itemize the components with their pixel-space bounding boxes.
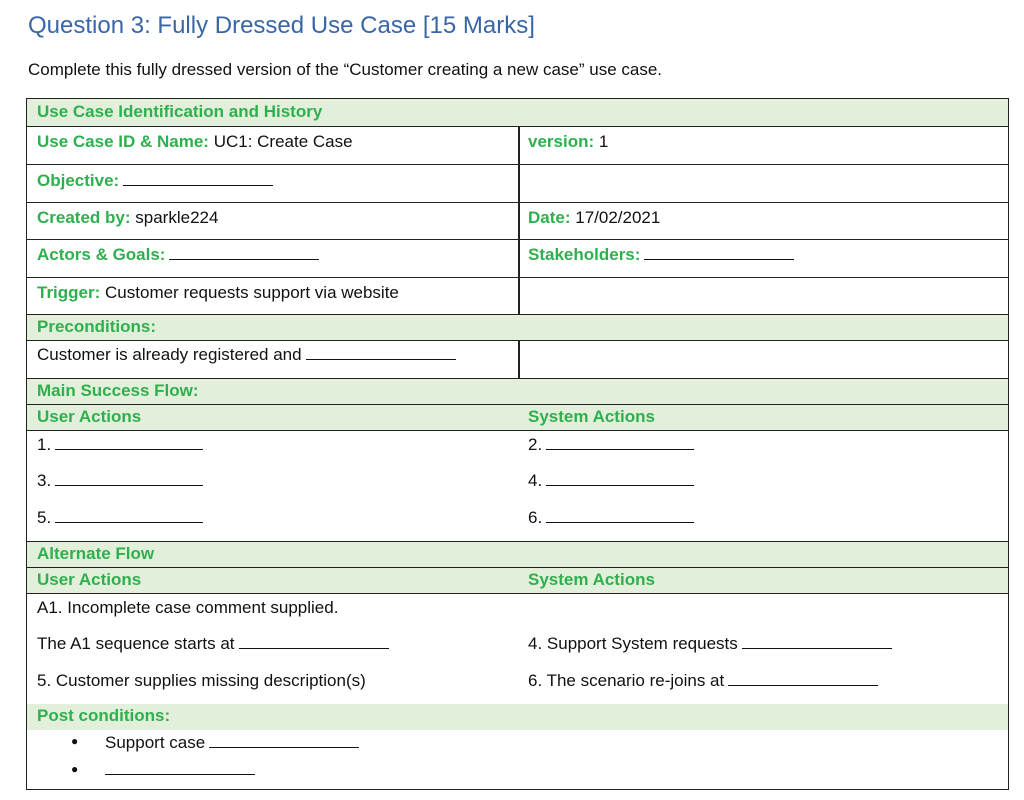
question-title: Question 3: Fully Dressed Use Case [15 Marks] (28, 12, 535, 39)
post-bullet-1: Support case (105, 733, 359, 753)
postconditions-header-row (27, 704, 1008, 730)
main-step-5: 5. (37, 508, 203, 528)
step-6-blank[interactable] (546, 521, 694, 523)
date-value: 17/02/2021 (575, 208, 661, 227)
main-step-4: 4. (528, 471, 694, 491)
system-actions-label: System Actions (528, 407, 655, 426)
step-2-blank[interactable] (546, 448, 694, 450)
main-flow-label: Main Success Flow: (37, 381, 199, 400)
alternate-steps-block (27, 594, 1008, 704)
alt-user-actions-label: User Actions (37, 570, 142, 589)
preconditions-header-row (27, 315, 1008, 341)
created-by-label: Created by: (37, 208, 131, 227)
objective-label: Objective: (37, 171, 120, 190)
actors-blank[interactable] (169, 258, 319, 260)
trigger-value: Customer requests support via website (105, 283, 399, 302)
id-name-cell (37, 132, 353, 152)
post-bullet-2 (101, 760, 255, 780)
trigger-row (27, 278, 1008, 315)
stakeholders-blank[interactable] (644, 258, 794, 260)
preconditions-value: Customer is already registered and (37, 345, 302, 364)
alternate-flow-label: Alternate Flow (37, 544, 155, 563)
user-actions-label: User Actions (37, 407, 142, 426)
created-by-row (27, 203, 1008, 240)
alt-a1-start: The A1 sequence starts at (37, 634, 389, 654)
stakeholders-label: Stakeholders: (528, 245, 641, 264)
alt-step-6: 6. The scenario re-joins at (528, 671, 878, 691)
trigger-cell (37, 283, 399, 303)
use-case-table (26, 98, 1009, 790)
version-cell (528, 132, 608, 152)
alt-actions-header-row (27, 568, 1008, 594)
step-3-blank[interactable] (55, 484, 203, 486)
objective-row (27, 165, 1008, 203)
alt-a1-text: A1. Incomplete case comment supplied. (37, 598, 339, 617)
objective-blank[interactable] (123, 184, 273, 186)
date-cell (528, 208, 660, 228)
alt-step-4-blank[interactable] (742, 647, 892, 649)
alt-step-6-blank[interactable] (728, 684, 878, 686)
id-history-heading: Use Case Identification and History (37, 102, 323, 121)
id-name-label: Use Case ID & Name: (37, 132, 209, 151)
version-value: 1 (598, 132, 609, 151)
alt-step-5: 5. Customer supplies missing description(s) (37, 671, 366, 690)
version-label: version: (528, 132, 595, 151)
alt-a1-start-blank[interactable] (239, 647, 389, 649)
step-1-blank[interactable] (55, 448, 203, 450)
preconditions-blank[interactable] (306, 358, 456, 360)
alternate-flow-header-row (27, 542, 1008, 568)
instruction-text: Complete this fully dressed version of the “Customer creating a new case” use case. (28, 60, 663, 79)
main-step-6: 6. (528, 508, 694, 528)
main-step-2: 2. (528, 435, 694, 455)
step-4-blank[interactable] (546, 484, 694, 486)
date-label: Date: (528, 208, 571, 227)
stakeholders-cell (528, 245, 794, 265)
actors-cell (37, 245, 319, 265)
alt-step-4: 4. Support System requests (528, 634, 892, 654)
id-history-header-row (27, 99, 1008, 127)
actors-label: Actors & Goals: (37, 245, 166, 264)
bullet-2-icon: ● (71, 762, 79, 776)
actors-row (27, 240, 1008, 278)
main-actions-header-row (27, 405, 1008, 431)
column-divider (518, 341, 520, 378)
postconditions-label: Post conditions: (37, 706, 171, 725)
main-step-1: 1. (37, 435, 203, 455)
bullet-1-icon: ● (71, 734, 79, 748)
id-name-value: UC1: Create Case (213, 132, 353, 151)
alt-system-actions-label: System Actions (528, 570, 655, 589)
id-name-row (27, 127, 1008, 165)
trigger-label: Trigger: (37, 283, 101, 302)
created-by-value: sparkle224 (135, 208, 219, 227)
postconditions-block (27, 730, 1008, 789)
preconditions-cell (37, 345, 456, 365)
created-by-cell (37, 208, 218, 228)
main-flow-header-row (27, 379, 1008, 405)
main-steps-block (27, 431, 1008, 542)
main-step-3: 3. (37, 471, 203, 491)
objective-cell (37, 171, 273, 191)
post-bullet-1-blank[interactable] (209, 746, 359, 748)
preconditions-row (27, 341, 1008, 379)
step-5-blank[interactable] (55, 521, 203, 523)
preconditions-label: Preconditions: (37, 317, 157, 336)
post-bullet-2-blank[interactable] (105, 773, 255, 775)
